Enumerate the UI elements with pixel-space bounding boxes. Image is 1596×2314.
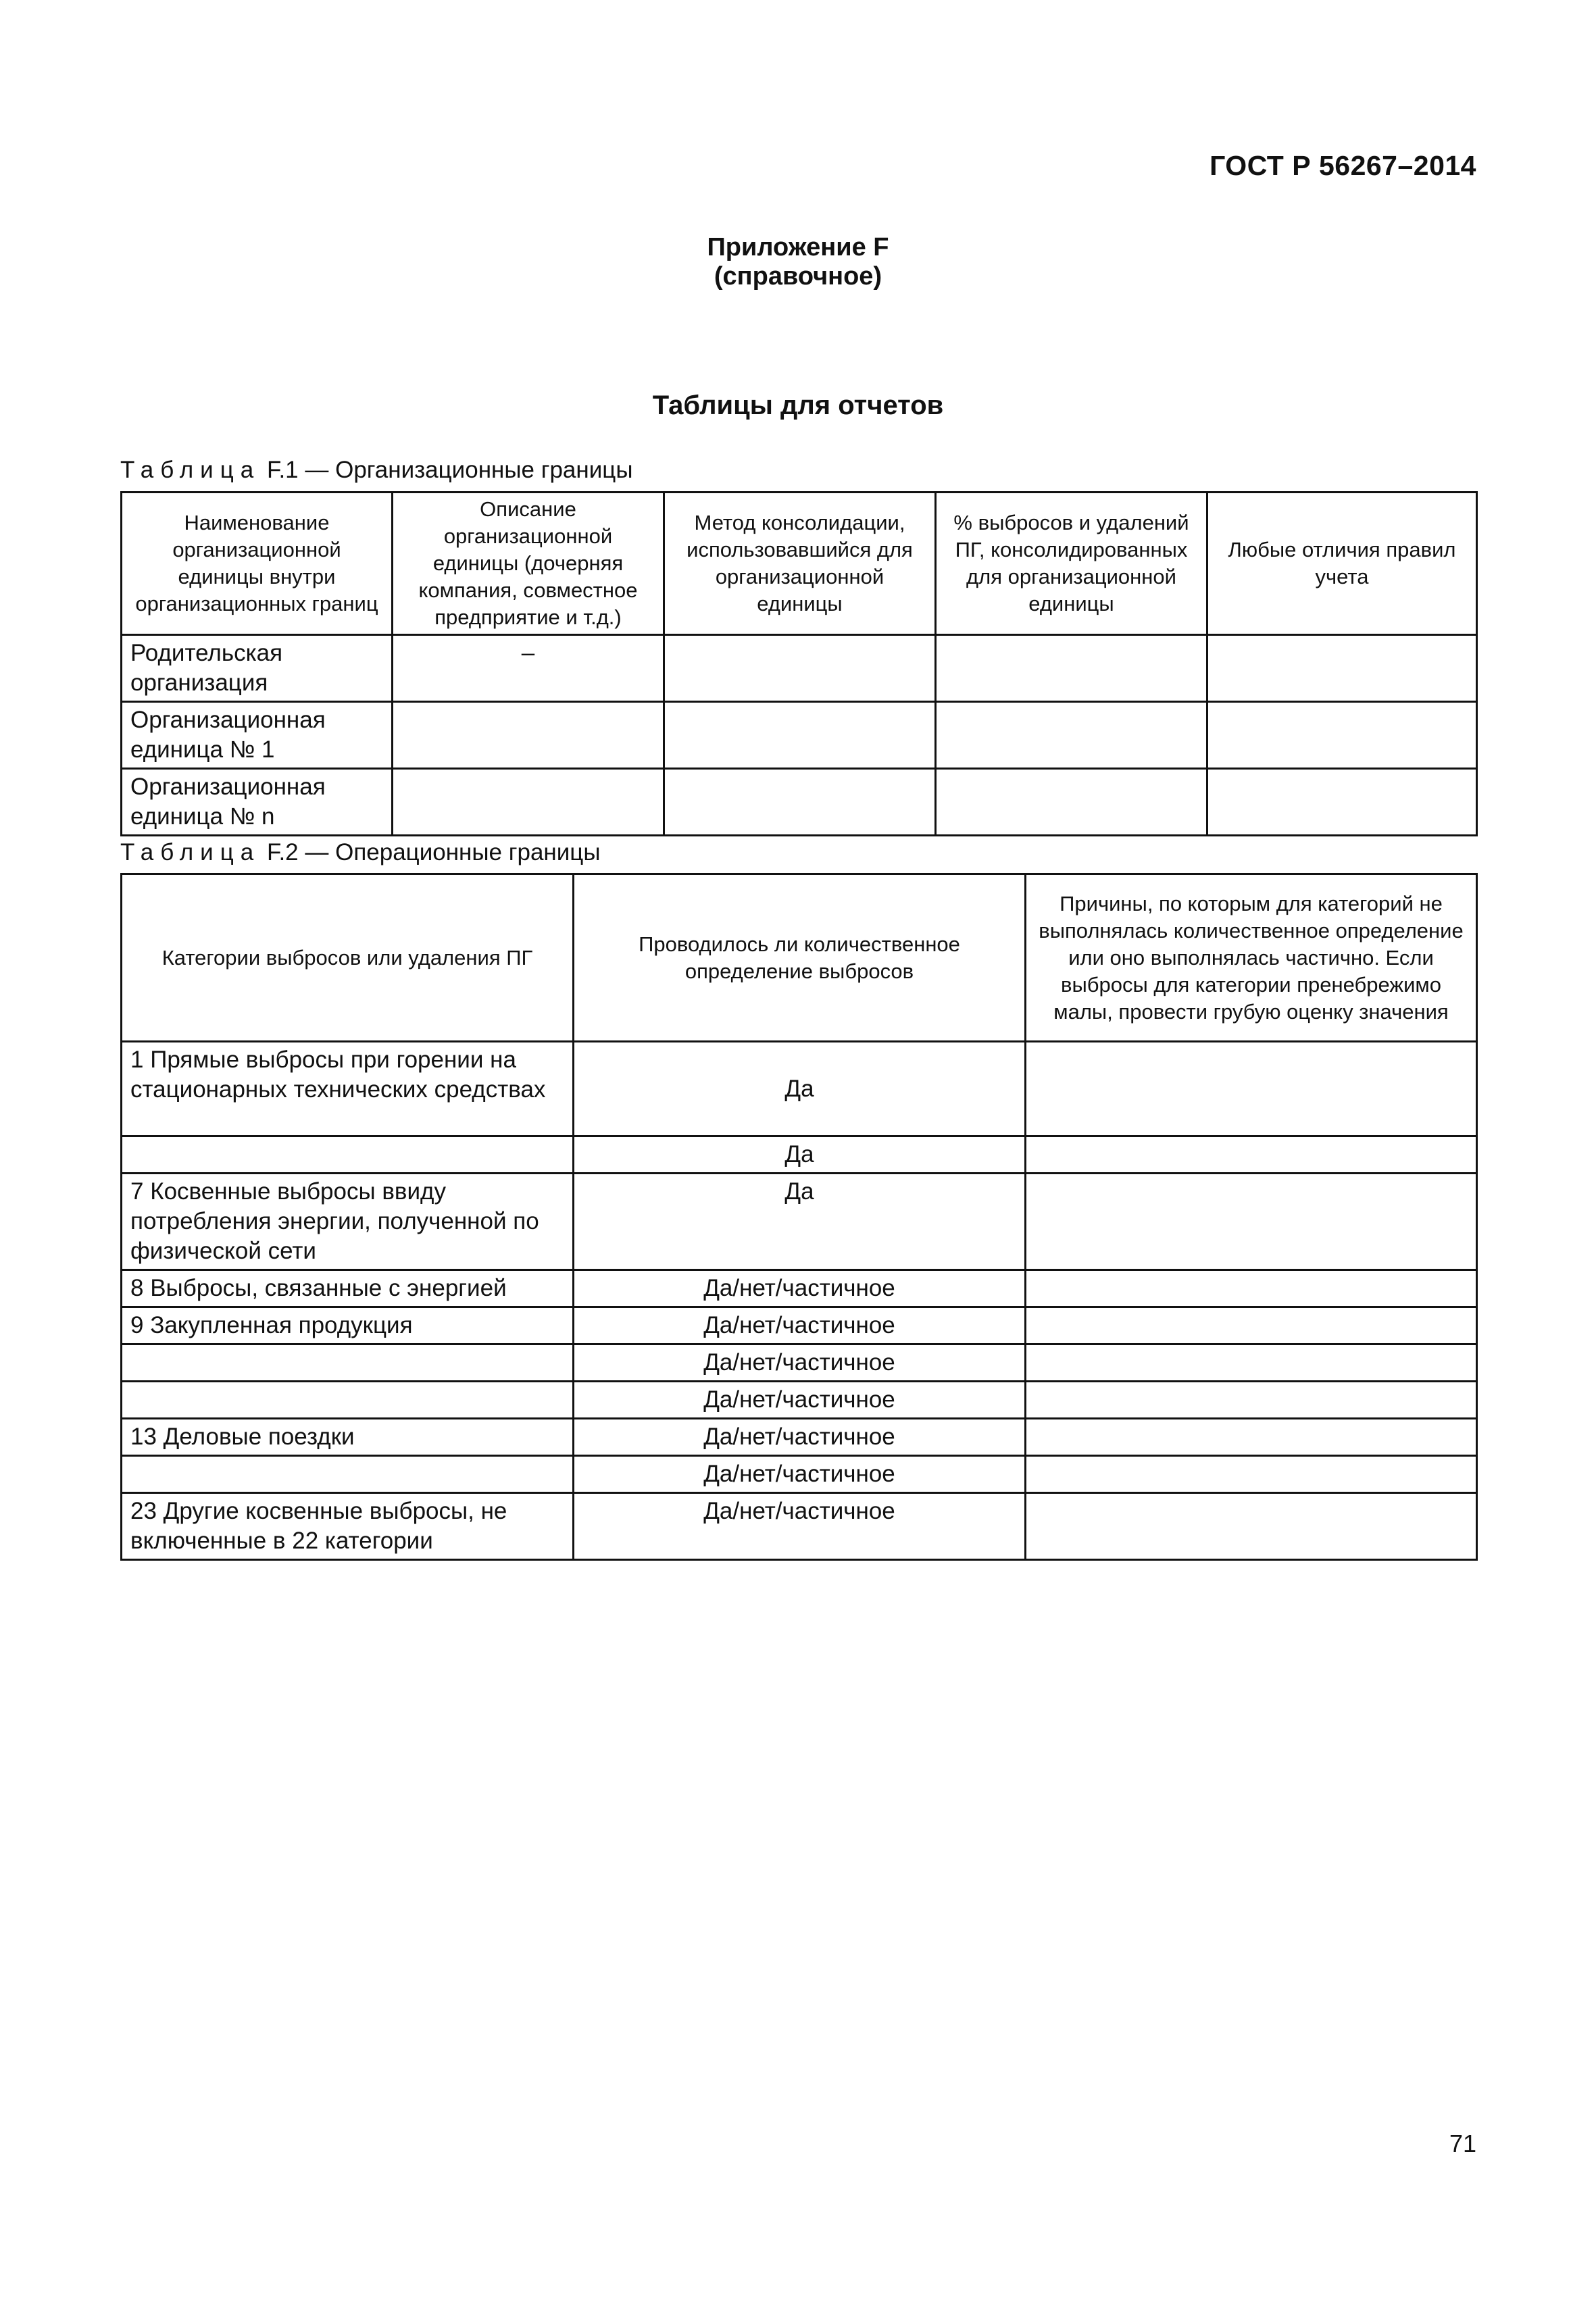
table-cell — [936, 702, 1207, 769]
table-cell: – — [393, 635, 664, 702]
table-cell — [664, 769, 936, 836]
table-cell — [122, 1456, 574, 1493]
table-cell: 13 Деловые поездки — [122, 1419, 574, 1456]
table-row — [122, 1344, 1477, 1382]
table-cell — [1026, 1456, 1477, 1493]
table-cell — [393, 702, 664, 769]
table-row — [122, 1493, 1477, 1560]
table-cell — [1026, 1136, 1477, 1174]
table-f1-header-cell: Описание организационной единицы (дочерняя компания, совместное предприятие и т.д.) — [393, 493, 664, 635]
annex-title: Приложение F — [707, 233, 889, 261]
table-cell: Да — [574, 1174, 1026, 1270]
table-cell — [1026, 1042, 1477, 1136]
table-cell: 7 Косвенные выбросы ввиду потребления энергии, полученной по физической сети — [122, 1174, 574, 1270]
table-row — [122, 702, 1477, 769]
table-row — [122, 1419, 1477, 1456]
table-cell — [122, 1344, 574, 1382]
table-cell — [1207, 702, 1477, 769]
table-cell — [936, 635, 1207, 702]
table-f1-caption — [120, 457, 632, 484]
table-cell — [393, 769, 664, 836]
table-cell: Да/нет/частичное — [574, 1307, 1026, 1344]
table-cell — [664, 702, 936, 769]
table-f1-caption-text: F.1 — Организационные границы — [260, 457, 633, 483]
table-row — [122, 1042, 1477, 1136]
table-cell — [1026, 1270, 1477, 1307]
table-cell — [1026, 1382, 1477, 1419]
table-f1 — [120, 491, 1478, 836]
standard-code: ГОСТ Р 56267–2014 — [1210, 150, 1476, 181]
table-f2-header-cell: Причины, по которым для категорий не выполнялась количественное определение или оно выполнялась частично. Если выбросы для категории пренебрежимо малы, провести грубую оценку значения — [1026, 874, 1477, 1042]
table-cell: 23 Другие косвенные выбросы, не включенные в 22 категории — [122, 1493, 574, 1560]
table-cell: Организационная единица № 1 — [122, 702, 393, 769]
table-row — [122, 1456, 1477, 1493]
annex-subtitle: (справочное) — [714, 262, 882, 291]
table-row — [122, 1382, 1477, 1419]
table-cell: 1 Прямые выбросы при горении на стационарных технических средствах — [122, 1042, 574, 1136]
table-f1-header-cell: Наименование организационной единицы внутри организационных границ — [122, 493, 393, 635]
table-row — [122, 1270, 1477, 1307]
table-cell: Да/нет/частичное — [574, 1419, 1026, 1456]
table-cell: Да/нет/частичное — [574, 1456, 1026, 1493]
table-cell — [1207, 769, 1477, 836]
table-cell — [122, 1382, 574, 1419]
table-f1-header-cell: Любые отличия правил учета — [1207, 493, 1477, 635]
table-cell: Да — [574, 1136, 1026, 1174]
table-row — [122, 1136, 1477, 1174]
table-cell: Организационная единица № n — [122, 769, 393, 836]
table-row — [122, 1307, 1477, 1344]
table-cell: 9 Закупленная продукция — [122, 1307, 574, 1344]
table-cell: Да/нет/частичное — [574, 1270, 1026, 1307]
table-f2-header-row — [122, 874, 1477, 1042]
page-number: 71 — [1449, 2130, 1476, 2157]
table-row — [122, 769, 1477, 836]
section-title: Таблицы для отчетов — [652, 391, 944, 420]
table-cell — [1026, 1344, 1477, 1382]
table-cell: Да/нет/частичное — [574, 1344, 1026, 1382]
table-f2-header-cell: Категории выбросов или удаления ПГ — [122, 874, 574, 1042]
table-cell — [936, 769, 1207, 836]
table-f2-header-cell: Проводилось ли количественное определение выбросов — [574, 874, 1026, 1042]
table-cell: Родительская организация — [122, 635, 393, 702]
table-cell — [664, 635, 936, 702]
table-cell: 8 Выбросы, связанные с энергией — [122, 1270, 574, 1307]
table-cell: Да/нет/частичное — [574, 1493, 1026, 1560]
table-f1-caption-prefix: Таблица — [120, 457, 261, 483]
table-cell — [1026, 1493, 1477, 1560]
table-cell: Да/нет/частичное — [574, 1382, 1026, 1419]
table-row — [122, 1174, 1477, 1270]
table-f1-header-cell: Метод консолидации, использовавшийся для организационной единицы — [664, 493, 936, 635]
table-f1-header-row — [122, 493, 1477, 635]
table-f2-caption-prefix: Таблица — [120, 839, 261, 865]
table-cell: Да — [574, 1042, 1026, 1136]
table-cell — [1026, 1419, 1477, 1456]
table-f2-caption-text: F.2 — Операционные границы — [260, 839, 601, 865]
table-f2-caption — [120, 839, 601, 866]
table-cell — [1207, 635, 1477, 702]
table-cell — [122, 1136, 574, 1174]
table-f1-header-cell: % выбросов и удалений ПГ, консолидированных для организационной единицы — [936, 493, 1207, 635]
table-cell — [1026, 1174, 1477, 1270]
table-row — [122, 635, 1477, 702]
table-f2 — [120, 873, 1478, 1561]
table-cell — [1026, 1307, 1477, 1344]
